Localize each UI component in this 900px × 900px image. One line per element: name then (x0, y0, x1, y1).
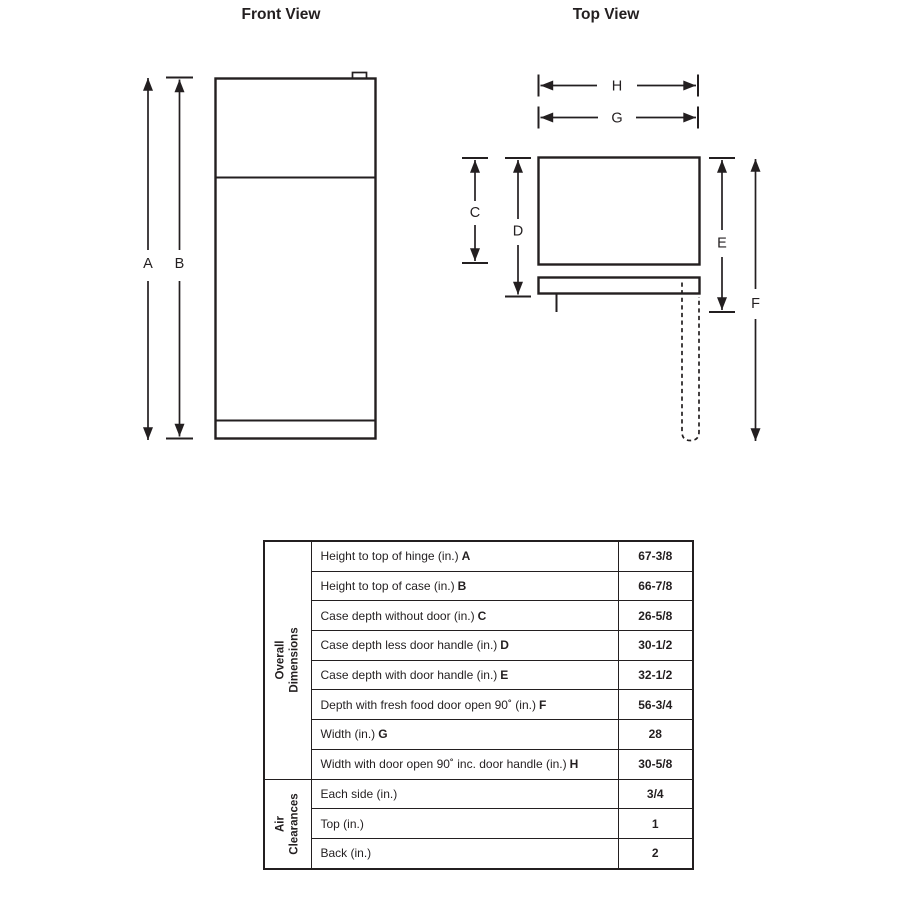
row-value: 26-5/8 (618, 601, 693, 631)
row-value: 30-5/8 (618, 749, 693, 779)
table-row (264, 838, 693, 868)
dim-arrow-h (539, 75, 699, 97)
row-label: Back (in.) (320, 846, 372, 861)
row-label: Width (in.) (320, 727, 376, 742)
row-key: G (378, 727, 388, 742)
row-key: D (500, 638, 509, 653)
table-row (264, 809, 693, 839)
group-label-overall-dimensions (264, 541, 311, 779)
group-label-line: Dimensions (288, 627, 301, 693)
dim-arrow-b (166, 78, 193, 439)
door-open-dashed-outline (682, 283, 699, 441)
row-value: 32-1/2 (618, 660, 693, 690)
dim-arrow-g (539, 107, 699, 129)
dim-label-e: E (717, 235, 727, 252)
dim-arrow-d (505, 158, 531, 297)
row-label: Case depth with door handle (in.) (320, 668, 498, 683)
row-label: Height to top of case (in.) (320, 579, 455, 594)
row-key: E (500, 668, 509, 683)
fridge-outline (216, 79, 376, 439)
table-row (264, 631, 693, 661)
row-value: 67-3/8 (618, 541, 693, 571)
group-label-line: Air (274, 815, 287, 832)
table-row (264, 571, 693, 601)
row-label: Case depth without door (in.) (320, 608, 475, 623)
row-value: 3/4 (618, 779, 693, 809)
row-value: 30-1/2 (618, 631, 693, 661)
dim-label-f: F (751, 296, 760, 312)
dim-label-c: C (469, 205, 481, 221)
dim-arrow-a (143, 78, 153, 440)
dim-label-a: A (143, 256, 153, 272)
row-value: 66-7/8 (618, 571, 693, 601)
row-value: 2 (618, 838, 693, 868)
row-label: Each side (in.) (320, 786, 398, 801)
table-row (264, 690, 693, 720)
table-row (264, 779, 693, 809)
group-label-air-clearances (264, 779, 311, 869)
dim-label-d: D (512, 223, 524, 240)
row-key: H (569, 757, 579, 772)
front-view-diagram (143, 6, 375, 440)
table-row (264, 601, 693, 631)
table-row (264, 541, 693, 571)
front-view-title: Front View (241, 6, 321, 23)
row-value: 28 (618, 720, 693, 750)
dim-label-g: G (611, 110, 623, 127)
row-label: Width with door open 90˚ inc. door handle (in.) (320, 757, 567, 772)
row-key: F (538, 697, 547, 712)
row-key: A (461, 549, 471, 564)
table-row (264, 720, 693, 750)
dim-label-b: B (174, 256, 185, 272)
row-value: 1 (618, 809, 693, 839)
top-view-title: Top View (572, 6, 640, 23)
row-key: B (457, 579, 467, 594)
row-label: Top (in.) (320, 816, 364, 831)
top-view-diagram (462, 6, 760, 441)
row-label: Case depth less door handle (in.) (320, 638, 498, 653)
table-row (264, 660, 693, 690)
dimensions-table-container (263, 540, 694, 870)
row-key: C (477, 608, 487, 623)
dim-arrow-c (462, 158, 488, 263)
row-value: 56-3/4 (618, 690, 693, 720)
table-row (264, 749, 693, 779)
dim-arrow-f (751, 159, 760, 441)
group-label-line: Clearances (288, 792, 301, 855)
door-outline (539, 278, 700, 294)
row-label: Height to top of hinge (in.) (320, 549, 459, 564)
dimensions-table (263, 540, 694, 870)
row-label: Depth with fresh food door open 90˚ (in.) (320, 697, 536, 712)
group-label-line: Overall (274, 640, 287, 680)
dim-arrow-e (709, 158, 735, 312)
dim-label-h: H (611, 78, 623, 95)
case-outline (539, 158, 700, 265)
